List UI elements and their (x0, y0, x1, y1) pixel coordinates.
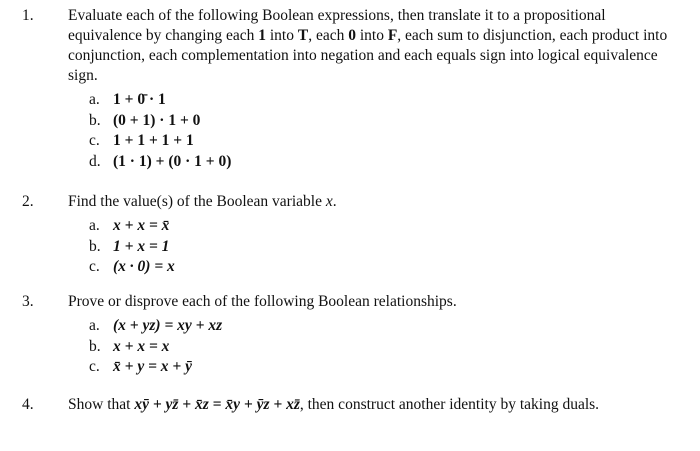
sub-item-3c: c. x̄ + y = x + ȳ (89, 358, 193, 375)
question-1 (22, 6, 682, 172)
question-number: 3. (22, 293, 34, 310)
expression: (1 · 1) + (0 · 1 + 0) (113, 152, 232, 170)
identity-expression: xȳ + yz̄ + x̄z = x̄y + ȳz + xz̄ (134, 396, 300, 413)
sub-item-3a: a. (x + yz) = xy + xz (89, 317, 223, 334)
question-3 (22, 292, 682, 378)
expression: 1 + 0̄ · 1 (113, 91, 166, 108)
question-number: 2. (22, 193, 34, 210)
question-text: Prove or disprove each of the following Boolean relationships. (68, 293, 457, 310)
question-number: 4. (22, 396, 34, 413)
expression: (x + yz) = xy + xz (113, 317, 223, 334)
question-2 (22, 192, 682, 278)
expression: 1 + x = 1 (113, 237, 170, 255)
question-text: Evaluate each of the following Boolean expressions, then translate it to a propositional equivalence by changing each 1 into T, each 0 into F, each sum to disjunction, each product into conjunction, each complementation into negation and each equals sign into logical equivalence sign. (68, 7, 668, 84)
sub-item-2a: a. x + x = x̄ (89, 217, 170, 234)
expression: (x · 0) = x (113, 258, 175, 275)
sub-item-2b: b. 1 + x = 1 (89, 237, 170, 255)
sub-item-1b: b. (0 + 1) · 1 + 0 (89, 111, 201, 129)
expression: x + x = x (113, 337, 170, 355)
sub-item-1c: c. 1 + 1 + 1 + 1 (89, 132, 194, 149)
sub-item-2c: c. (x · 0) = x (89, 258, 175, 275)
expression: 1 + 1 + 1 + 1 (113, 132, 194, 149)
expression: x̄ + y = x + ȳ (113, 358, 193, 375)
expression: x + x = x̄ (113, 217, 170, 234)
expression: (0 + 1) · 1 + 0 (113, 111, 201, 129)
question-text: Find the value(s) of the Boolean variable x. (68, 193, 337, 210)
sub-item-1a: a. 1 + 0̄ · 1 (89, 91, 166, 108)
sub-item-3b: b. x + x = x (89, 337, 170, 355)
question-number: 1. (22, 7, 34, 24)
question-4 (22, 395, 682, 415)
question-text: Show that xȳ + yz̄ + x̄z = x̄y + ȳz + xz̄, then construct another identity by taking duals. (68, 396, 600, 413)
sub-item-1d: d. (1 · 1) + (0 · 1 + 0) (89, 152, 232, 170)
